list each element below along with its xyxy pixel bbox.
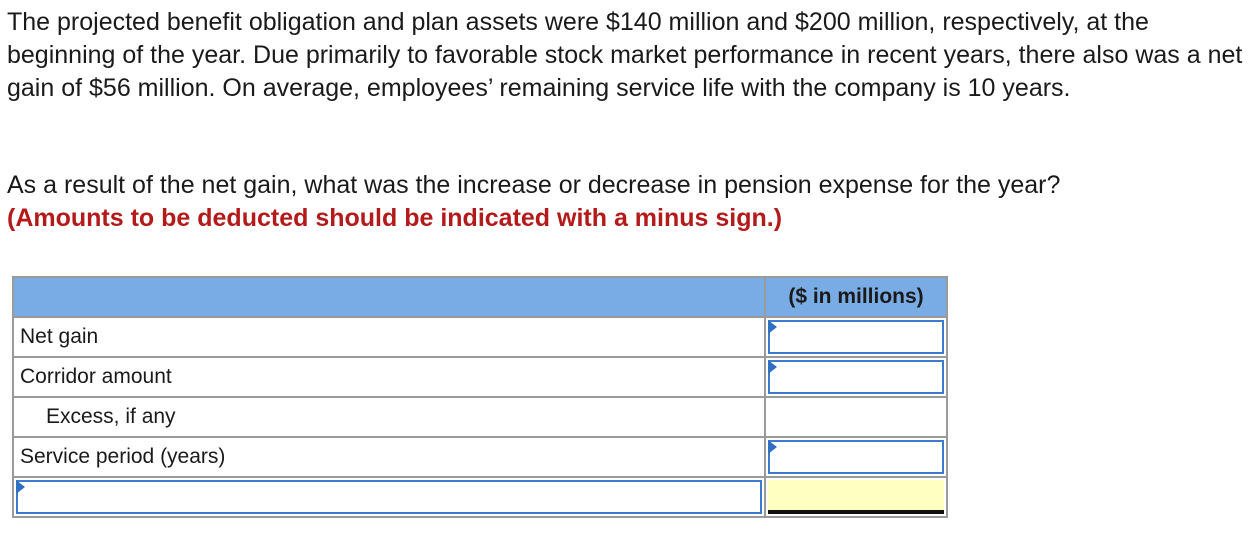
table-header-row xyxy=(13,277,947,317)
result-value-cell xyxy=(765,477,947,517)
table-row xyxy=(13,397,947,437)
result-label-input[interactable] xyxy=(16,480,762,514)
result-label-cell xyxy=(13,477,765,517)
service-period-cell xyxy=(765,437,947,477)
row-label-net-gain: Net gain xyxy=(13,317,765,357)
header-label-cell xyxy=(13,277,765,317)
result-value-input[interactable] xyxy=(768,480,944,514)
table-row xyxy=(13,317,947,357)
input-marker-icon xyxy=(768,360,777,374)
table-row xyxy=(13,357,947,397)
excess-cell xyxy=(765,397,947,437)
question-prompt xyxy=(7,169,1247,235)
question-text: As a result of the net gain, what was the increase or decrease in pension expense for the year? xyxy=(7,171,1061,199)
row-label-excess: Excess, if any xyxy=(13,397,765,437)
input-marker-icon xyxy=(768,440,777,454)
instruction-note: (Amounts to be deducted should be indicated with a minus sign.) xyxy=(7,204,783,232)
table-row xyxy=(13,477,947,517)
header-units: ($ in millions) xyxy=(765,277,947,317)
net-gain-input[interactable] xyxy=(768,320,944,354)
service-period-input[interactable] xyxy=(768,440,944,474)
row-label-service-period: Service period (years) xyxy=(13,437,765,477)
corridor-cell xyxy=(765,357,947,397)
question-paragraph: The projected benefit obligation and plan assets were $140 million and $200 million, respectively, at the beginning of the year. Due primarily to favorable stock market performance in recent years, there also was a net gain of $56 million. On average, employees’ remaining service life with the company is 10 years. xyxy=(7,8,1243,102)
answer-table xyxy=(12,276,948,518)
corridor-input[interactable] xyxy=(768,360,944,394)
input-marker-icon xyxy=(768,320,777,334)
row-label-corridor: Corridor amount xyxy=(13,357,765,397)
net-gain-cell xyxy=(765,317,947,357)
table-row xyxy=(13,437,947,477)
input-marker-icon xyxy=(16,480,25,494)
